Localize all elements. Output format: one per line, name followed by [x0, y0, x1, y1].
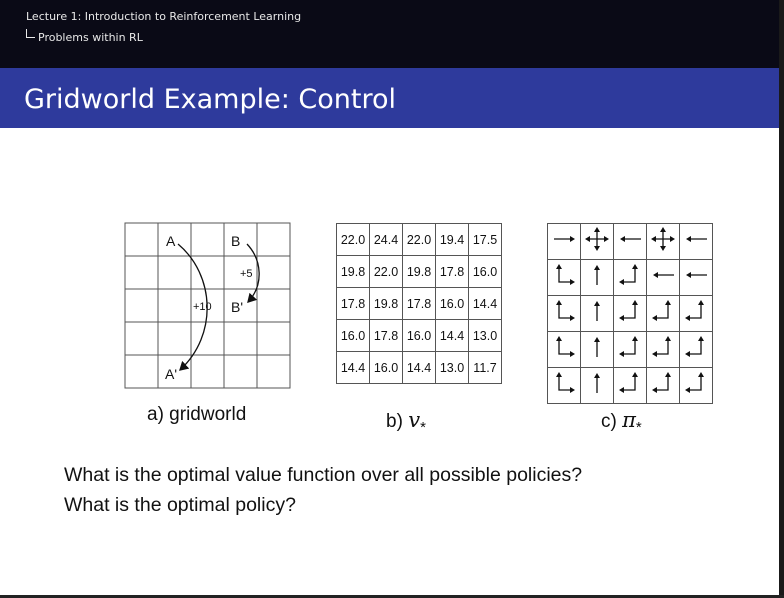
value-cell: 14.4 — [403, 352, 436, 384]
value-caption: b) $v_*$ — [386, 408, 426, 436]
policy-arrow-icon — [648, 260, 678, 290]
policy-arrow-icon — [615, 224, 645, 254]
value-cell: 24.4 — [370, 224, 403, 256]
policy-arrow-icon — [549, 260, 579, 290]
gridworld-figure — [120, 220, 296, 392]
policy-row — [548, 296, 713, 332]
value-cell: 16.0 — [370, 352, 403, 384]
policy-cell — [680, 296, 713, 332]
policy-cell — [548, 332, 581, 368]
policy-cell — [548, 296, 581, 332]
value-cell: 11.7 — [469, 352, 502, 384]
policy-arrow-icon — [681, 332, 711, 362]
policy-arrow-icon — [549, 224, 579, 254]
value-table — [336, 223, 502, 384]
value-row — [337, 352, 502, 384]
policy-arrow-icon — [615, 368, 645, 398]
policy-cell — [680, 368, 713, 404]
policy-arrow-icon — [615, 296, 645, 326]
policy-cell — [581, 368, 614, 404]
value-cell: 16.0 — [403, 320, 436, 352]
policy-row — [548, 260, 713, 296]
policy-arrow-icon — [549, 332, 579, 362]
policy-cell — [581, 260, 614, 296]
value-cell: 13.0 — [436, 352, 469, 384]
policy-cell — [614, 224, 647, 260]
policy-arrow-icon — [582, 368, 612, 398]
question-1: What is the optimal value function over all possible policies? — [64, 464, 583, 486]
policy-cell — [647, 368, 680, 404]
policy-cell — [647, 296, 680, 332]
question-2: What is the optimal policy? — [64, 494, 296, 516]
policy-arrow-icon — [681, 296, 711, 326]
reward-b-label: +5 — [240, 268, 253, 280]
value-cell: 22.0 — [337, 224, 370, 256]
policy-cell — [581, 332, 614, 368]
policy-cell — [647, 260, 680, 296]
policy-cell — [614, 332, 647, 368]
window-edge — [779, 0, 784, 598]
state-a-prime-label: A' — [165, 366, 178, 382]
reward-a-label: +10 — [193, 301, 212, 313]
policy-row — [548, 224, 713, 260]
policy-cell — [581, 224, 614, 260]
value-cell: 14.4 — [469, 288, 502, 320]
value-cell: 19.8 — [370, 288, 403, 320]
value-row — [337, 288, 502, 320]
policy-cell — [581, 296, 614, 332]
policy-arrow-icon — [615, 260, 645, 290]
policy-cell — [614, 296, 647, 332]
value-cell: 22.0 — [370, 256, 403, 288]
policy-arrow-icon — [681, 368, 711, 398]
policy-caption: c) $\pi_*$ — [601, 408, 642, 436]
policy-cell — [680, 332, 713, 368]
policy-cell — [548, 224, 581, 260]
value-cell: 16.0 — [436, 288, 469, 320]
policy-cell — [614, 260, 647, 296]
section-breadcrumb — [26, 31, 143, 44]
gridworld-caption: a) gridworld — [147, 404, 247, 425]
policy-arrow-icon — [648, 332, 678, 362]
policy-cell — [614, 368, 647, 404]
value-cell: 19.8 — [403, 256, 436, 288]
policy-arrow-icon — [681, 224, 711, 254]
value-row — [337, 320, 502, 352]
state-b-label: B — [231, 233, 241, 249]
policy-arrow-icon — [615, 332, 645, 362]
policy-arrow-icon — [582, 332, 612, 362]
policy-arrow-icon — [681, 260, 711, 290]
value-cell: 17.8 — [337, 288, 370, 320]
value-row — [337, 224, 502, 256]
policy-arrow-icon — [582, 296, 612, 326]
policy-cell — [680, 224, 713, 260]
value-cell: 14.4 — [436, 320, 469, 352]
value-cell: 17.8 — [403, 288, 436, 320]
policy-cell — [548, 260, 581, 296]
policy-arrow-icon — [582, 260, 612, 290]
value-cell: 17.8 — [370, 320, 403, 352]
policy-cell — [548, 368, 581, 404]
policy-arrow-icon — [549, 296, 579, 326]
value-cell: 16.0 — [337, 320, 370, 352]
policy-cell — [647, 332, 680, 368]
policy-table — [547, 223, 713, 404]
policy-arrow-icon — [648, 224, 678, 254]
policy-row — [548, 332, 713, 368]
value-cell: 14.4 — [337, 352, 370, 384]
state-a-label: A — [166, 233, 176, 249]
value-cell: 19.4 — [436, 224, 469, 256]
value-cell: 19.8 — [337, 256, 370, 288]
value-row — [337, 256, 502, 288]
policy-arrow-icon — [582, 224, 612, 254]
policy-cell — [680, 260, 713, 296]
value-cell: 17.8 — [436, 256, 469, 288]
slide-title: Gridworld Example: Control — [24, 84, 397, 115]
value-cell: 22.0 — [403, 224, 436, 256]
policy-cell — [647, 224, 680, 260]
policy-arrow-icon — [549, 368, 579, 398]
lecture-title: Lecture 1: Introduction to Reinforcement Learning — [26, 10, 302, 23]
section-title: Problems within RL — [38, 31, 143, 44]
corner-icon — [26, 29, 35, 38]
value-cell: 17.5 — [469, 224, 502, 256]
policy-arrow-icon — [648, 368, 678, 398]
policy-row — [548, 368, 713, 404]
value-cell: 13.0 — [469, 320, 502, 352]
policy-arrow-icon — [648, 296, 678, 326]
state-b-prime-label: B' — [231, 299, 244, 315]
value-cell: 16.0 — [469, 256, 502, 288]
